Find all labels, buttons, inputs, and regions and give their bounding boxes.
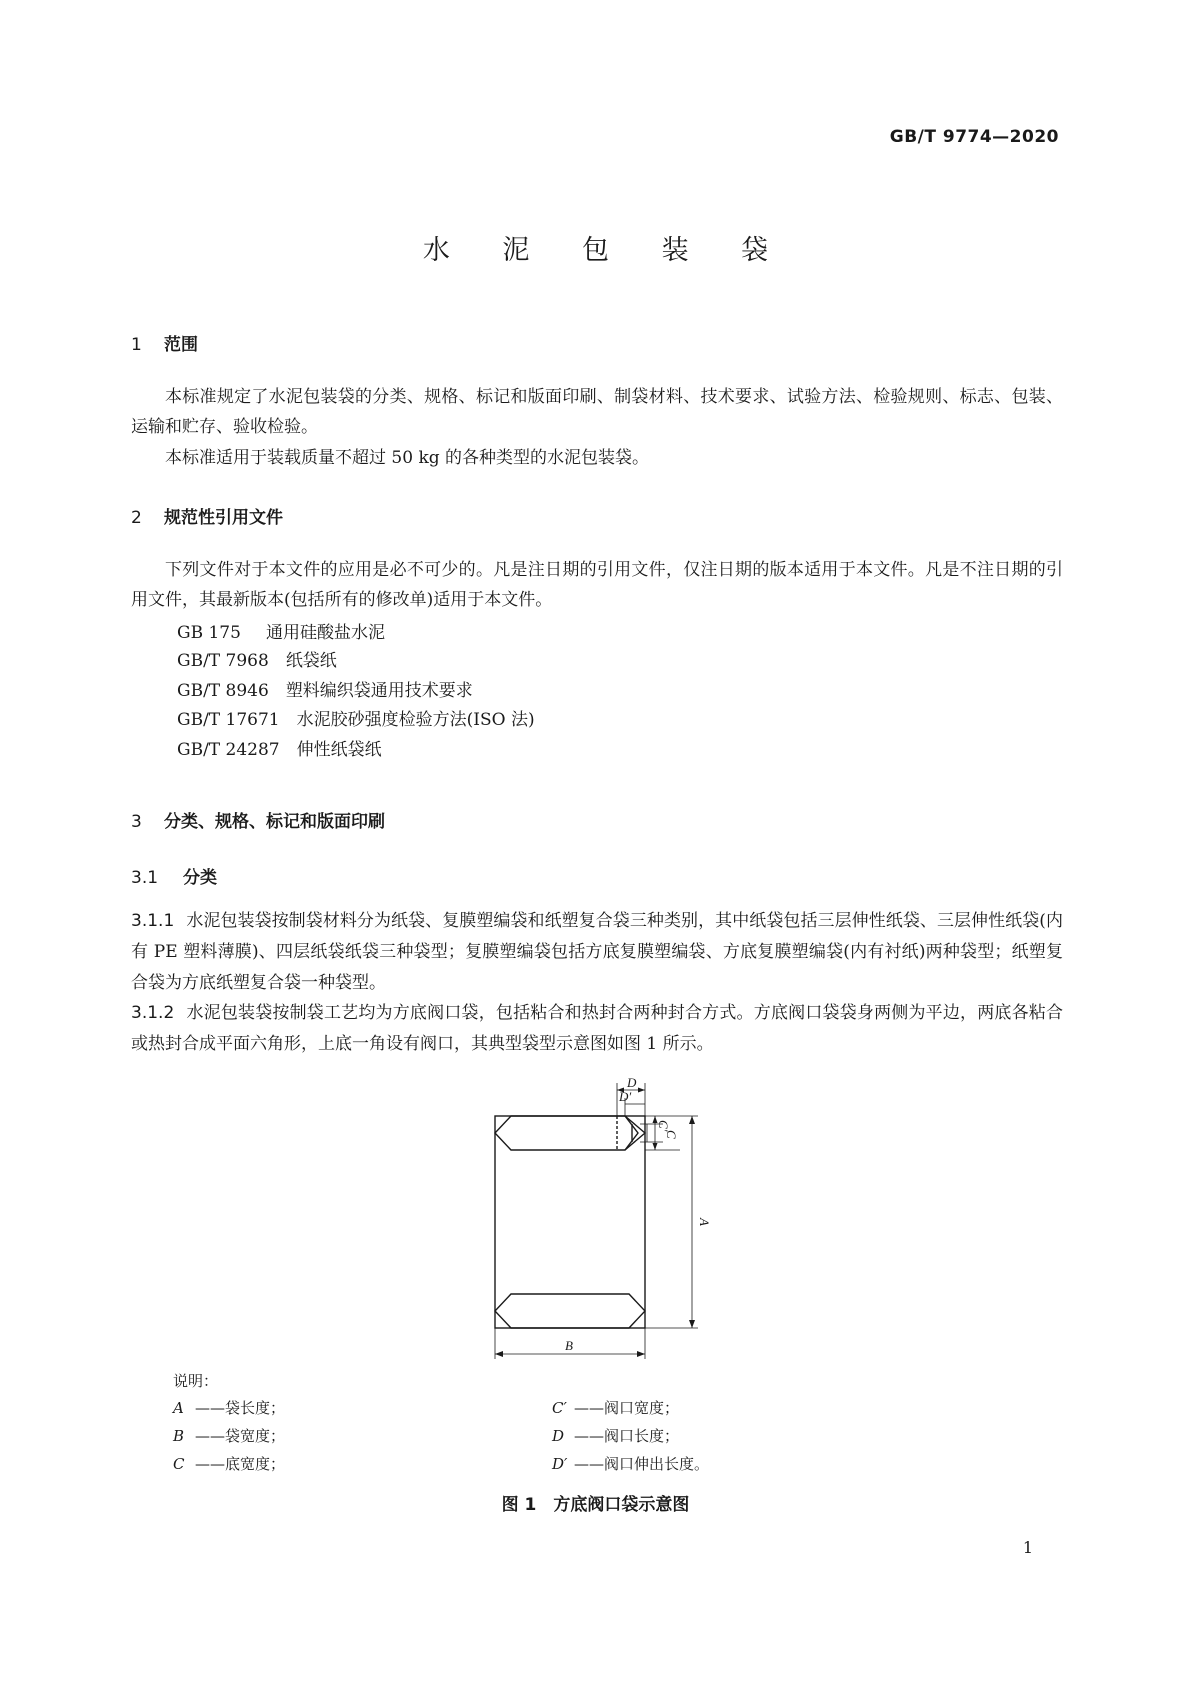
legend-symbol: D (552, 1427, 565, 1445)
label-d-prime: D′ (619, 1089, 632, 1104)
standard-code: GB/T 9774—2020 (889, 127, 1059, 147)
section-1-heading (131, 330, 198, 355)
arrow (495, 1351, 503, 1357)
legend-symbol: B (173, 1427, 185, 1445)
arrow (638, 1088, 645, 1093)
arrow (653, 1143, 658, 1150)
reference-title: 纸袋纸 (285, 651, 337, 671)
section-title: 规范性引用文件 (164, 508, 283, 528)
reference-item (177, 710, 535, 730)
reference-title: 伸性纸袋纸 (296, 740, 382, 760)
section-2-heading (131, 503, 283, 528)
clause-3-1-1 (131, 906, 1063, 999)
page-number: 1 (1022, 1538, 1033, 1557)
legend-symbol: D′ (552, 1455, 568, 1473)
label-a: A (697, 1218, 712, 1226)
clause-3-1-2 (131, 998, 1063, 1060)
section-3-heading (131, 807, 385, 832)
label-c: C (664, 1130, 679, 1139)
valve-outline (625, 1116, 645, 1150)
section-title: 范围 (164, 335, 198, 355)
legend-symbol: A (173, 1399, 184, 1417)
reference-item (177, 651, 337, 671)
reference-item (177, 681, 473, 701)
clause-number: 3.1.1 (131, 911, 175, 931)
reference-code: GB/T 8946 (177, 681, 269, 701)
paragraph: 下列文件对于本文件的应用是必不可少的。凡是注日期的引用文件，仅注日期的版本适用于本文件。凡是不注日期的引用文件，其最新版本(包括所有的修改单)适用于本文件。 (131, 560, 1063, 610)
legend-item (552, 1398, 679, 1418)
paragraph: 本标准规定了水泥包装袋的分类、规格、标记和版面印刷、制袋材料、技术要求、试验方法、检验规则、标志、包装、运输和贮存、验收检验。 (131, 387, 1063, 437)
legend-item (173, 1426, 285, 1446)
legend-text: ——阀口宽度； (574, 1399, 680, 1417)
label-b: B (565, 1338, 573, 1353)
section-title: 分类、规格、标记和版面印刷 (164, 812, 385, 832)
bag-body-outline (495, 1116, 645, 1328)
legend-text: ——阀口长度； (574, 1427, 680, 1445)
document-title: 水 泥 包 装 袋 (422, 235, 791, 266)
legend-symbol: C′ (552, 1399, 567, 1417)
legend-title: 说明： (173, 1372, 219, 1390)
legend-item (173, 1398, 285, 1418)
reference-title: 水泥胶砂强度检验方法(ISO 法) (296, 710, 535, 730)
reference-item (177, 740, 382, 760)
legend-text: ——底宽度； (195, 1455, 286, 1473)
clause-text: 水泥包装袋按制袋材料分为纸袋、复膜塑编袋和纸塑复合袋三种类别，其中纸袋包括三层伸性纸袋、三层伸性纸袋(内有 PE 塑料薄膜)、四层纸袋纸袋三种袋型；复膜塑编袋包括方底复膜塑编袋、方底复膜塑编袋(内有衬纸)两种袋型；纸塑复合袋为方底纸塑复合袋一种袋型。 (131, 911, 1063, 993)
legend-text: ——袋宽度； (195, 1427, 286, 1445)
reference-code: GB/T 7968 (177, 651, 269, 671)
legend-item (552, 1454, 709, 1474)
reference-code: GB/T 24287 (177, 740, 280, 760)
arrow (637, 1351, 645, 1357)
clause-number: 3.1.2 (131, 1003, 175, 1023)
paragraph: 本标准适用于装载质量不超过 50 kg 的各种类型的水泥包装袋。 (165, 448, 650, 468)
subsection-title: 分类 (183, 868, 217, 888)
legend-item (552, 1426, 679, 1446)
reference-code: GB 175 (177, 623, 241, 643)
legend-item (173, 1454, 285, 1474)
legend-text: ——袋长度； (195, 1399, 286, 1417)
reference-code: GB/T 17671 (177, 710, 280, 730)
arrow (689, 1116, 695, 1124)
section-number: 1 (131, 335, 142, 355)
section-number: 3 (131, 812, 142, 832)
legend-text: ——阀口伸出长度。 (574, 1455, 710, 1473)
subsection-number: 3.1 (131, 868, 159, 888)
clause-text: 水泥包装袋按制袋工艺均为方底阀口袋，包括粘合和热封合两种封合方式。方底阀口袋袋身两侧为平边，两底各粘合或热封合成平面六角形，上底一角设有阀口，其典型袋型示意图如图 1 所示。 (131, 1003, 1063, 1054)
lower-bottom-hexagon (495, 1294, 645, 1328)
arrow (689, 1320, 695, 1328)
reference-title: 通用硅酸盐水泥 (266, 623, 385, 643)
label-d: D (627, 1078, 637, 1090)
section-number: 2 (131, 508, 142, 528)
reference-title: 塑料编织袋通用技术要求 (285, 681, 473, 701)
label-c-prime: C′ (656, 1120, 671, 1132)
figure-caption: 图 1 方底阀口袋示意图 (501, 1495, 690, 1515)
valve-bag-diagram (485, 1078, 725, 1368)
reference-item (177, 623, 385, 643)
legend-symbol: C (173, 1455, 185, 1473)
subsection-3-1-heading (131, 863, 217, 888)
